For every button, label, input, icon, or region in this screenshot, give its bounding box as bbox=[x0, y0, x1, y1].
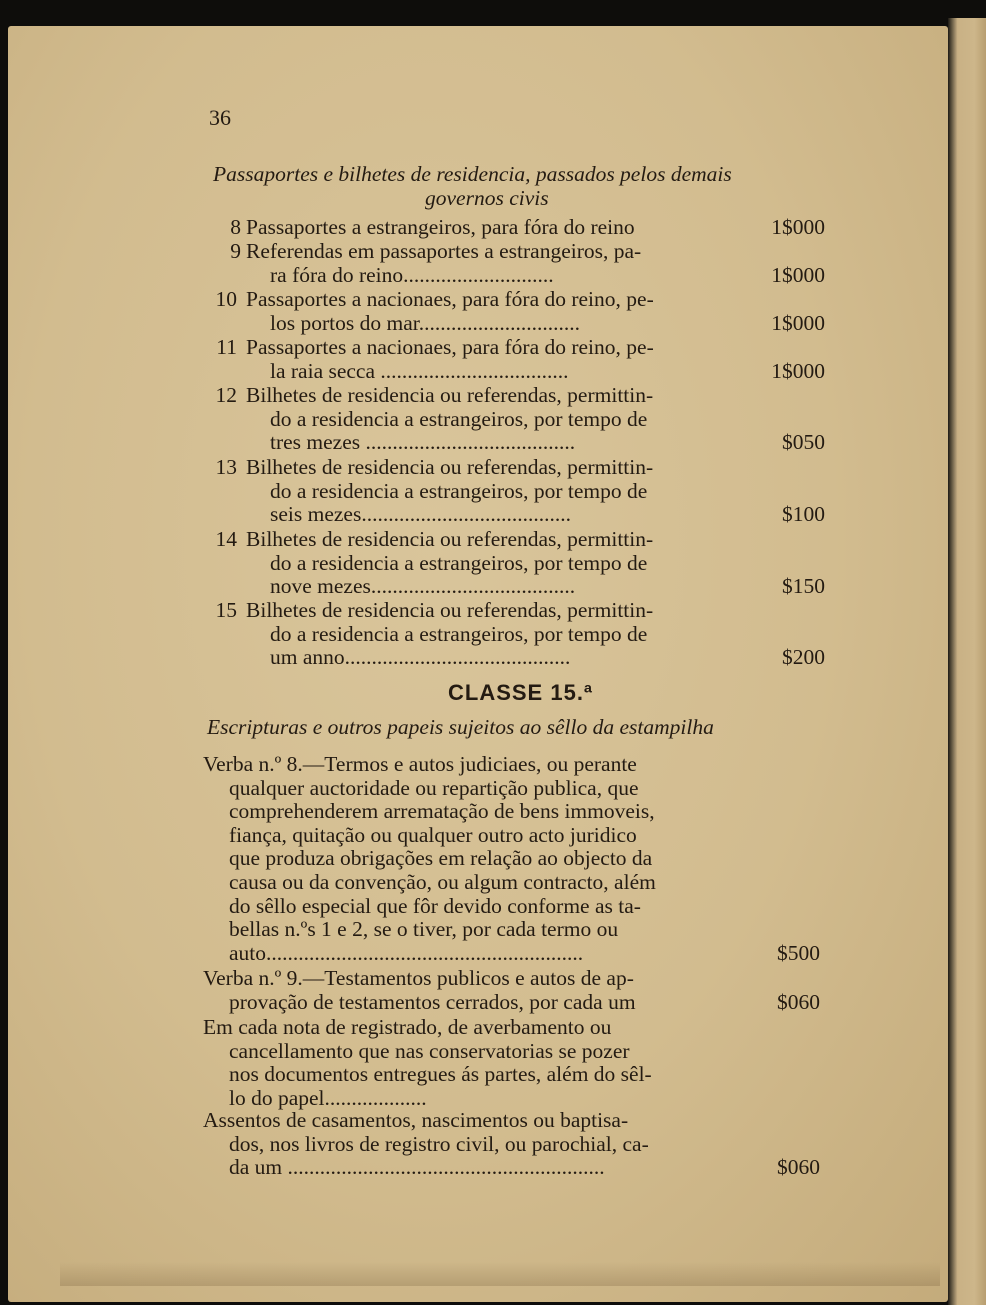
verba-text-line: nos documentos entregues ás partes, além do sêl- bbox=[229, 1062, 652, 1087]
item-number: 15 bbox=[215, 598, 237, 622]
verba-text-line: Verba n.º 8.—Termos e autos judiciaes, ou perante bbox=[203, 752, 637, 776]
item-text-line: los portos do mar.............................. bbox=[270, 310, 580, 335]
section-title-line2: governos civis bbox=[425, 186, 549, 210]
classe-heading: CLASSE 15.ª bbox=[448, 680, 594, 705]
verba-text-line: fiança, quitação ou qualquer outro acto juridico bbox=[229, 822, 637, 847]
verba-price: $060 bbox=[777, 989, 820, 1014]
verba-text-line: Assentos de casamentos, nascimentos ou baptisa- bbox=[203, 1108, 629, 1132]
verba-text-line: cancellamento que nas conservatorias se pozer bbox=[229, 1038, 630, 1063]
section-title-line1: Passaportes e bilhetes de residencia, passados pelos demais bbox=[213, 162, 732, 186]
item-text-line: nove mezes...................................... bbox=[270, 574, 576, 599]
item-text-line: Bilhetes de residencia ou referendas, permittin- bbox=[246, 455, 654, 479]
item-text-line: Bilhetes de residencia ou referendas, permittin- bbox=[246, 383, 654, 407]
item-text-line: Passaportes a nacionaes, para fóra do reino, pe- bbox=[246, 335, 654, 359]
item-text-line: do a residencia a estrangeiros, por tempo de bbox=[270, 550, 648, 575]
item-price: $050 bbox=[782, 430, 825, 455]
item-text-line: Bilhetes de residencia ou referendas, permittin- bbox=[246, 527, 654, 551]
verba-price: $500 bbox=[777, 940, 820, 965]
item-text-line: ra fóra do reino............................ bbox=[270, 262, 554, 287]
item-text-line: la raia secca ................................... bbox=[270, 358, 569, 383]
verba-text-line: lo do papel................... bbox=[229, 1085, 427, 1110]
item-text-line: do a residencia a estrangeiros, por tempo de bbox=[270, 406, 648, 431]
item-text-line: seis mezes....................................... bbox=[270, 502, 571, 527]
item-price: 1$000 bbox=[771, 310, 825, 335]
item-price: $150 bbox=[782, 574, 825, 599]
item-text-line: do a residencia a estrangeiros, por tempo de bbox=[270, 478, 648, 503]
item-price: $100 bbox=[782, 502, 825, 527]
verba-text-line: da um ........................................................... bbox=[229, 1155, 605, 1180]
item-number: 11 bbox=[216, 335, 237, 359]
item-price: 1$000 bbox=[771, 215, 825, 239]
item-number: 9 bbox=[230, 239, 241, 263]
item-text-line: do a residencia a estrangeiros, por tempo de bbox=[270, 621, 648, 646]
item-number: 13 bbox=[215, 455, 237, 479]
item-price: $200 bbox=[782, 645, 825, 670]
item-text-line: Referendas em passaportes a estrangeiros, pa- bbox=[246, 239, 642, 263]
verba-text-line: provação de testamentos cerrados, por cada um bbox=[229, 989, 636, 1014]
item-number: 14 bbox=[215, 527, 237, 551]
verba-text-line: Verba n.º 9.—Testamentos publicos e autos de ap- bbox=[203, 966, 634, 990]
verba-text-line: causa ou da convenção, ou algum contracto, além bbox=[229, 870, 656, 894]
item-number: 12 bbox=[215, 383, 237, 407]
item-number: 8 bbox=[230, 215, 241, 239]
page-bottom-shadow bbox=[60, 1262, 940, 1286]
verba-text-line: Em cada nota de registrado, de averbamento ou bbox=[203, 1015, 612, 1039]
item-text-line: tres mezes ....................................... bbox=[270, 430, 576, 455]
verba-price: $060 bbox=[777, 1155, 820, 1180]
verba-text-line: auto........................................................... bbox=[229, 940, 584, 965]
item-price: 1$000 bbox=[771, 262, 825, 287]
verba-text-line: dos, nos livros de registro civil, ou parochial, ca- bbox=[229, 1131, 649, 1156]
item-number: 10 bbox=[215, 287, 237, 311]
verba-text-line: bellas n.ºs 1 e 2, se o tiver, por cada termo ou bbox=[229, 917, 619, 942]
verba-text-line: que produza obrigações em relação ao objecto da bbox=[229, 846, 653, 871]
verba-text-line: do sêllo especial que fôr devido conforme as ta- bbox=[229, 893, 641, 918]
item-text-line: Passaportes a estrangeiros, para fóra do reino bbox=[246, 215, 635, 239]
item-text-line: Bilhetes de residencia ou referendas, permittin- bbox=[246, 598, 654, 622]
classe-subtitle: Escripturas e outros papeis sujeitos ao sêllo da estampilha bbox=[207, 715, 714, 739]
item-text-line: Passaportes a nacionaes, para fóra do reino, pe- bbox=[246, 287, 654, 311]
page-number: 36 bbox=[209, 105, 231, 130]
item-text-line: um anno.......................................... bbox=[270, 645, 571, 670]
book-page-edge bbox=[948, 18, 986, 1305]
verba-text-line: qualquer auctoridade ou repartição publica, que bbox=[229, 775, 639, 800]
item-price: 1$000 bbox=[771, 358, 825, 383]
verba-text-line: comprehenderem arrematação de bens immoveis, bbox=[229, 799, 655, 824]
